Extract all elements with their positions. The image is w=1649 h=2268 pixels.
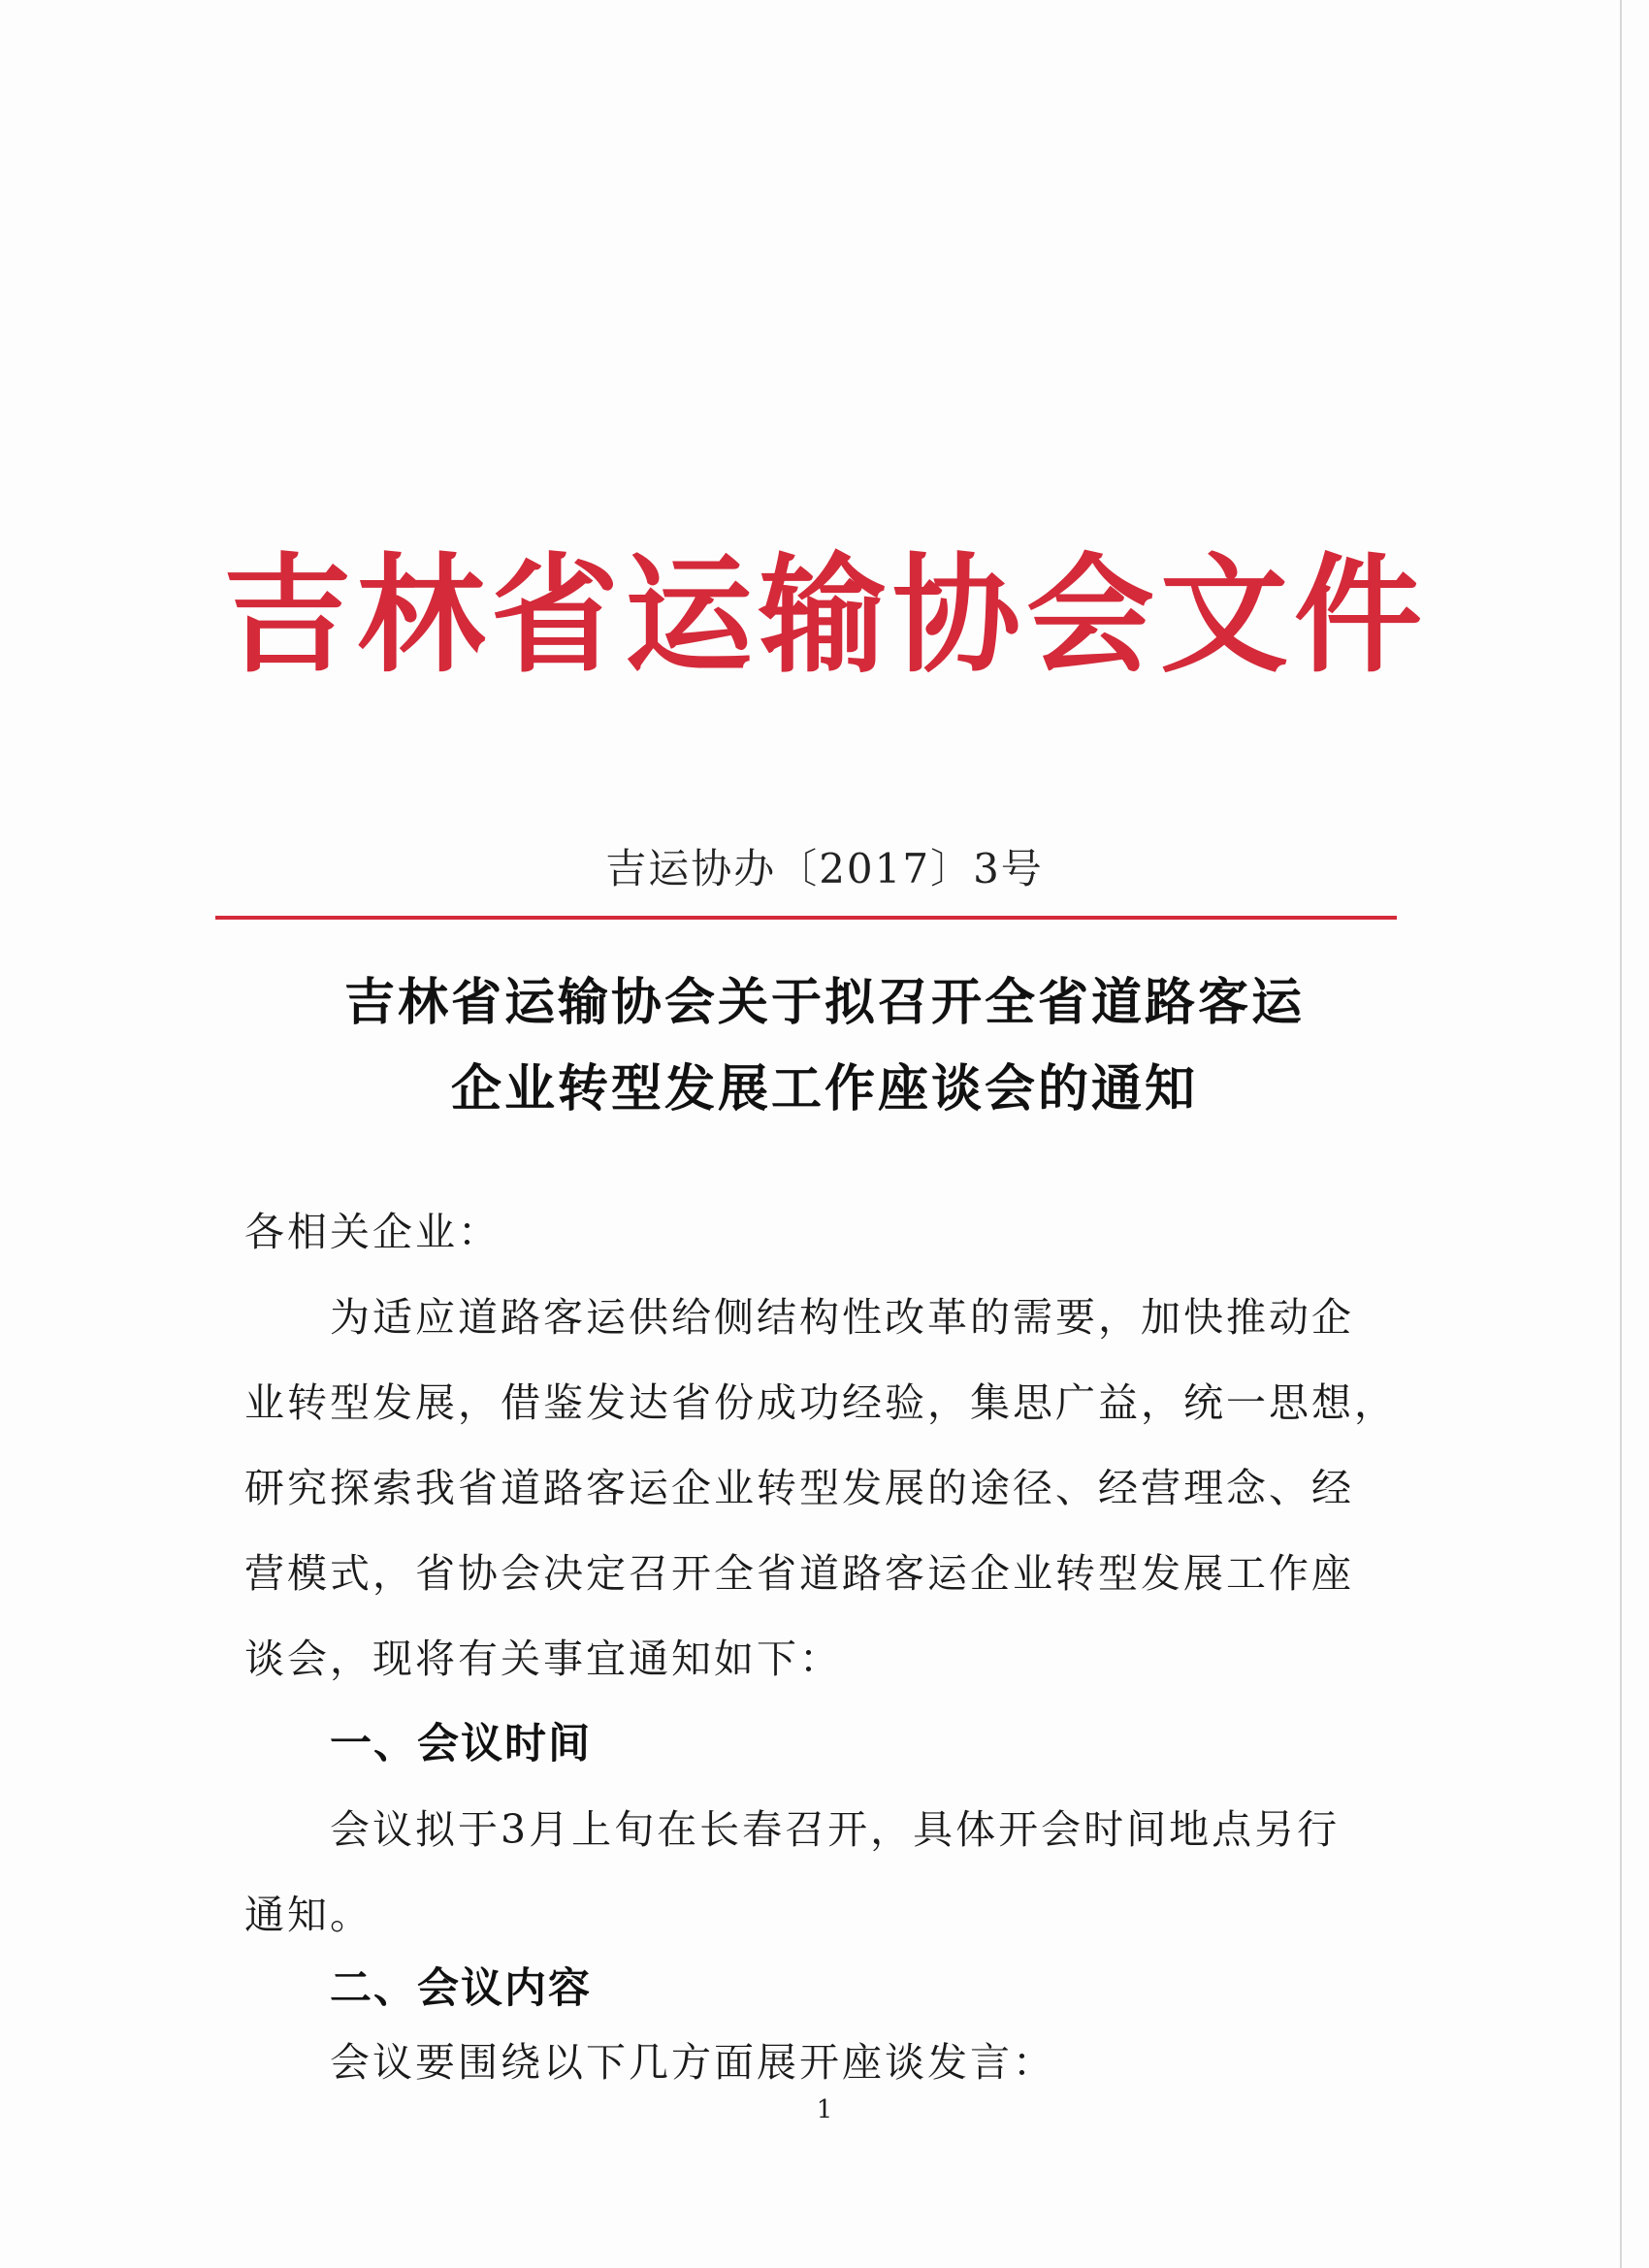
- section-heading-meeting-time: 一、会议时间: [330, 1720, 592, 1768]
- header-red-divider: [215, 916, 1397, 920]
- paragraph-line: 谈会，现将有关事宜通知如下：: [244, 1636, 842, 1682]
- paragraph-line: 业转型发展，借鉴发达省份成功经验，集思广益，统一思想，: [244, 1379, 1397, 1426]
- paragraph-line: 会议拟于3月上旬在长春召开，具体开会时间地点另行: [330, 1806, 1341, 1853]
- paragraph-line: 研究探索我省道路客运企业转型发展的途径、经营理念、经: [244, 1465, 1354, 1511]
- document-number: 吉运协办〔2017〕3号: [605, 845, 1044, 892]
- paragraph-line: 通知。: [244, 1892, 372, 1938]
- page-number: 1: [816, 2095, 833, 2124]
- paragraph-line: 营模式，省协会决定召开全省道路客运企业转型发展工作座: [244, 1550, 1354, 1597]
- paragraph-line: 为适应道路客运供给侧结构性改革的需要，加快推动企: [330, 1294, 1354, 1341]
- salutation: 各相关企业：: [244, 1209, 501, 1255]
- issuer-header-title: 吉林省运输协会文件: [223, 541, 1428, 691]
- page-edge-shadow: [1620, 0, 1622, 2268]
- notice-title-line-2: 企业转型发展工作座谈会的通知: [450, 1060, 1198, 1118]
- notice-title-line-1: 吉林省运输协会关于拟召开全省道路客运: [343, 974, 1305, 1032]
- section-heading-meeting-content: 二、会议内容: [330, 1964, 592, 2013]
- paragraph-line: 会议要围绕以下几方面展开座谈发言：: [330, 2039, 1055, 2086]
